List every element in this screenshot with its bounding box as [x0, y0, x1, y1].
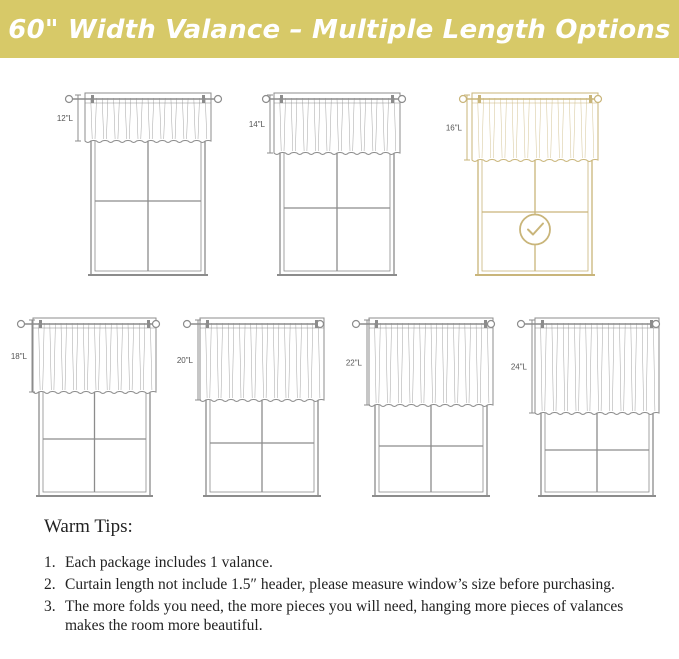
tip-text: Curtain length not include 1.5″ header, please measure window’s size before purchasing. [65, 576, 615, 593]
rod-bracket [39, 320, 42, 328]
rod-finial [184, 321, 191, 328]
rod-bracket [91, 95, 94, 103]
rod-finial [66, 96, 73, 103]
length-label: 24"L [510, 362, 527, 372]
rod-bracket [541, 320, 544, 328]
length-label: 20"L [176, 356, 193, 365]
rod-bracket [391, 95, 394, 103]
tip-text: Each package includes 1 valance. [65, 554, 273, 571]
rod-finial [518, 321, 525, 328]
rod-bracket [280, 95, 283, 103]
rod-finial [488, 321, 495, 328]
rod-finial [653, 321, 660, 328]
tips-list [44, 553, 664, 638]
rod-bracket [315, 320, 318, 328]
rod-bracket [478, 95, 481, 103]
banner-title: 60" Width Valance – Multiple Length Options [8, 15, 671, 45]
length-label: 22"L [345, 358, 362, 368]
window-option [346, 318, 495, 496]
length-label: 14"L [248, 120, 265, 129]
tips-heading: Warm Tips: [44, 516, 133, 537]
rod-bracket [202, 95, 205, 103]
rod-bracket [650, 320, 653, 328]
rod-finial [263, 96, 270, 103]
window-option [177, 318, 324, 496]
length-label: 12"L [56, 114, 73, 123]
rod-bracket [484, 320, 487, 328]
tip-number: 2. [44, 576, 56, 593]
rod-bracket [375, 320, 378, 328]
rod-finial [215, 96, 222, 103]
rod-finial [595, 96, 602, 103]
rod-finial [18, 321, 25, 328]
rod-finial [153, 321, 160, 328]
rod-finial [460, 96, 467, 103]
tip-text: The more folds you need, the more pieces you will need, hanging more pieces of valances makes the room more beautiful. [65, 598, 624, 634]
window-option [57, 93, 222, 275]
rod-bracket [589, 95, 592, 103]
window-option [249, 93, 406, 275]
tip-item [44, 575, 664, 594]
rod-bracket [147, 320, 150, 328]
check-circle-icon [520, 215, 550, 245]
window-option [511, 318, 660, 496]
rod-bracket [206, 320, 209, 328]
tip-item [44, 553, 664, 572]
tip-number: 1. [44, 554, 56, 571]
window-option [446, 93, 602, 275]
tip-item [44, 597, 664, 635]
rod-finial [353, 321, 360, 328]
length-label: 18"L [10, 352, 27, 361]
length-label: 16"L [445, 123, 462, 133]
tip-number: 3. [44, 598, 56, 615]
rod-finial [399, 96, 406, 103]
window-option [11, 318, 160, 496]
